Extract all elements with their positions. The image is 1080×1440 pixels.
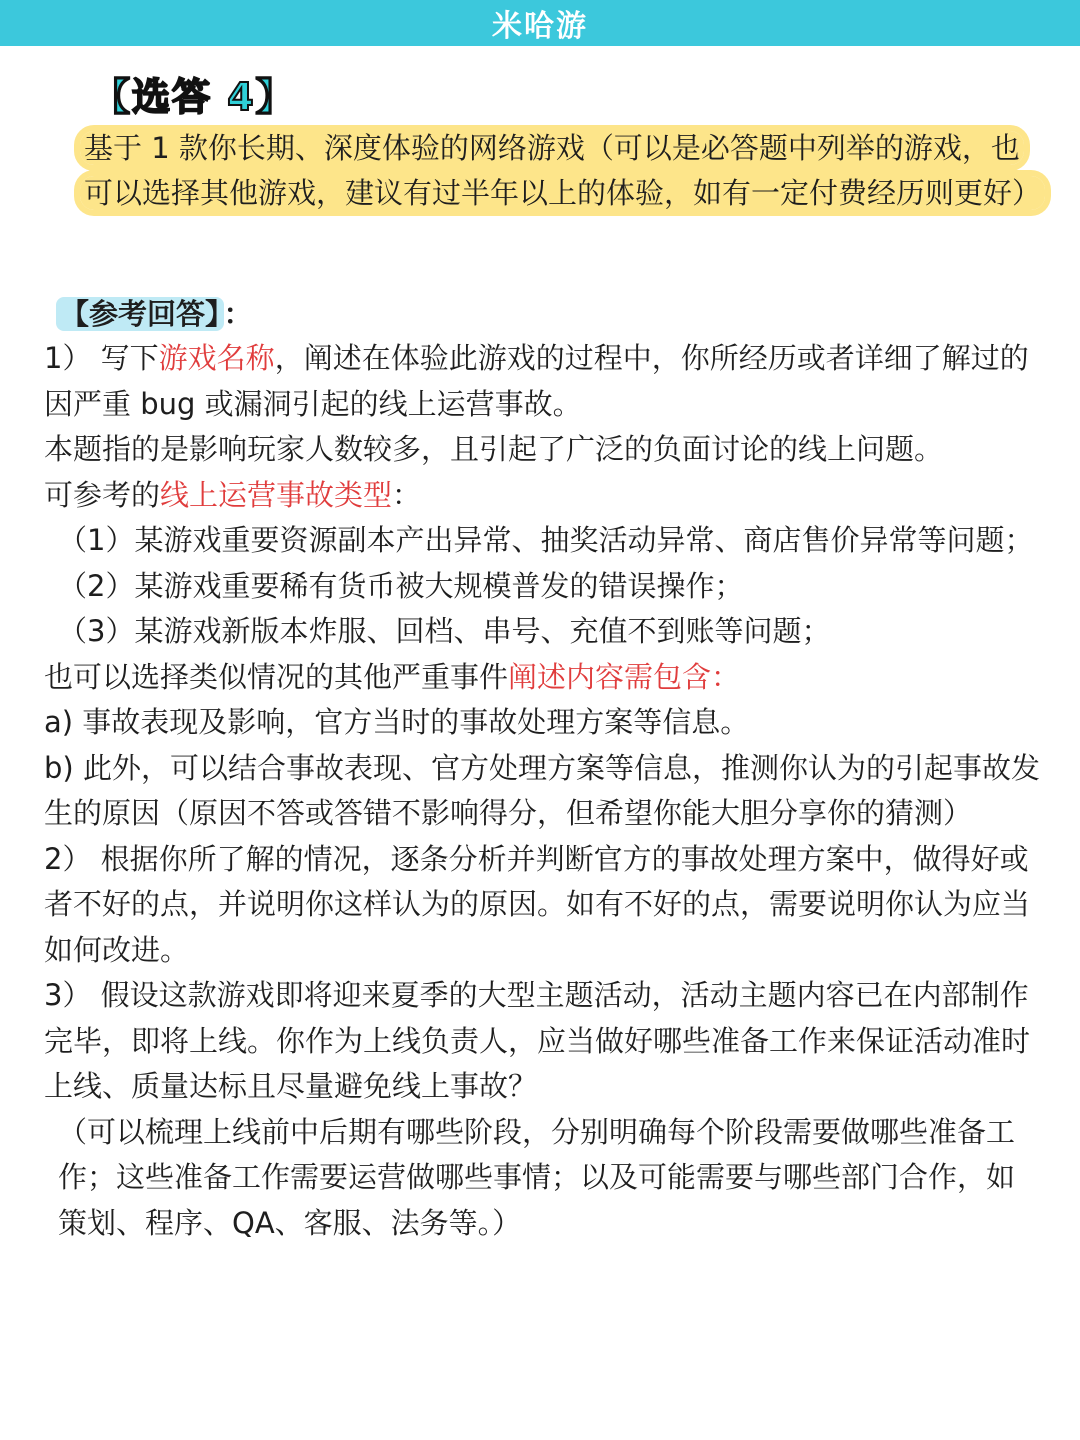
types-suffix: ：: [392, 477, 422, 512]
types-highlight: 线上运营事故类型: [160, 477, 393, 512]
question-3-note: （可以梳理上线前中后期有哪些阶段，分别明确每个阶段需要做哪些准备工作；这些准备工作需要运营做哪些事情；以及可能需要与哪些部门合作，如策划、程序、QA、客服、法务等。）: [58, 1114, 1016, 1240]
point-a: a) 事故表现及影响，官方当时的事故处理方案等信息。: [44, 705, 750, 739]
point-b: b) 此外，可以结合事故表现、官方处理方案等信息，推测你认为的引起事故发生的原因（原因不答或答错不影响得分，但希望你能大胆分享你的猜测）: [44, 750, 1040, 830]
note-1: 本题指的是影响玩家人数较多，且引起了广泛的负面讨论的线上问题。: [44, 432, 944, 466]
question-prompt: [80, 126, 1040, 216]
question-1: [44, 336, 1040, 427]
q1-rest: ，阐述在体验此游戏的过程中，你所经历或者详细了解过的因严重 bug 或漏洞引起的线上运营事故。: [44, 341, 1029, 421]
also-highlight: 阐述内容需包含：: [508, 659, 741, 694]
reference-header: [56, 292, 253, 336]
type-item-3: （3）某游戏新版本炸服、回档、串号、充值不到账等问题；: [58, 614, 831, 648]
answer-body: [44, 336, 1040, 1246]
header-title: 米哈游: [492, 9, 588, 44]
reference-colon: ：: [223, 297, 253, 331]
question-tag: 【选答 4】: [92, 75, 296, 119]
types-line: [44, 473, 1040, 519]
question-3: 3） 假设这款游戏即将迎来夏季的大型主题活动，活动主题内容已在内部制作完毕，即将上线。你作为上线负责人，应当做好哪些准备工作来保证活动准时上线、质量达标且尽量避免线上事故？: [44, 978, 1031, 1103]
header-bar: [0, 0, 1080, 46]
also-line: [44, 655, 1040, 701]
reference-label: 【参考回答】: [56, 297, 224, 331]
also-prefix: 也可以选择类似情况的其他严重事件: [44, 659, 509, 694]
types-prefix: 可参考的: [44, 477, 161, 512]
type-item-1: （1）某游戏重要资源副本产出异常、抽奖活动异常、商店售价异常等问题；: [58, 523, 1034, 557]
type-item-2: （2）某游戏重要稀有货币被大规模普发的错误操作；: [58, 568, 744, 603]
q1-highlight: 游戏名称: [158, 341, 275, 375]
question-2: 2） 根据你所了解的情况，逐条分析并判断官方的事故处理方案中，做得好或者不好的点，并说明你这样认为的原因。如有不好的点，需要说明你认为应当如何改进。: [44, 841, 1031, 967]
prompt-text: 基于 1 款你长期、深度体验的网络游戏（可以是必答题中列举的游戏，也可以选择其他游戏，建议有过半年以上的体验，如有一定付费经历则更好）: [80, 131, 1045, 210]
q1-prefix: 1） 写下: [44, 341, 159, 375]
